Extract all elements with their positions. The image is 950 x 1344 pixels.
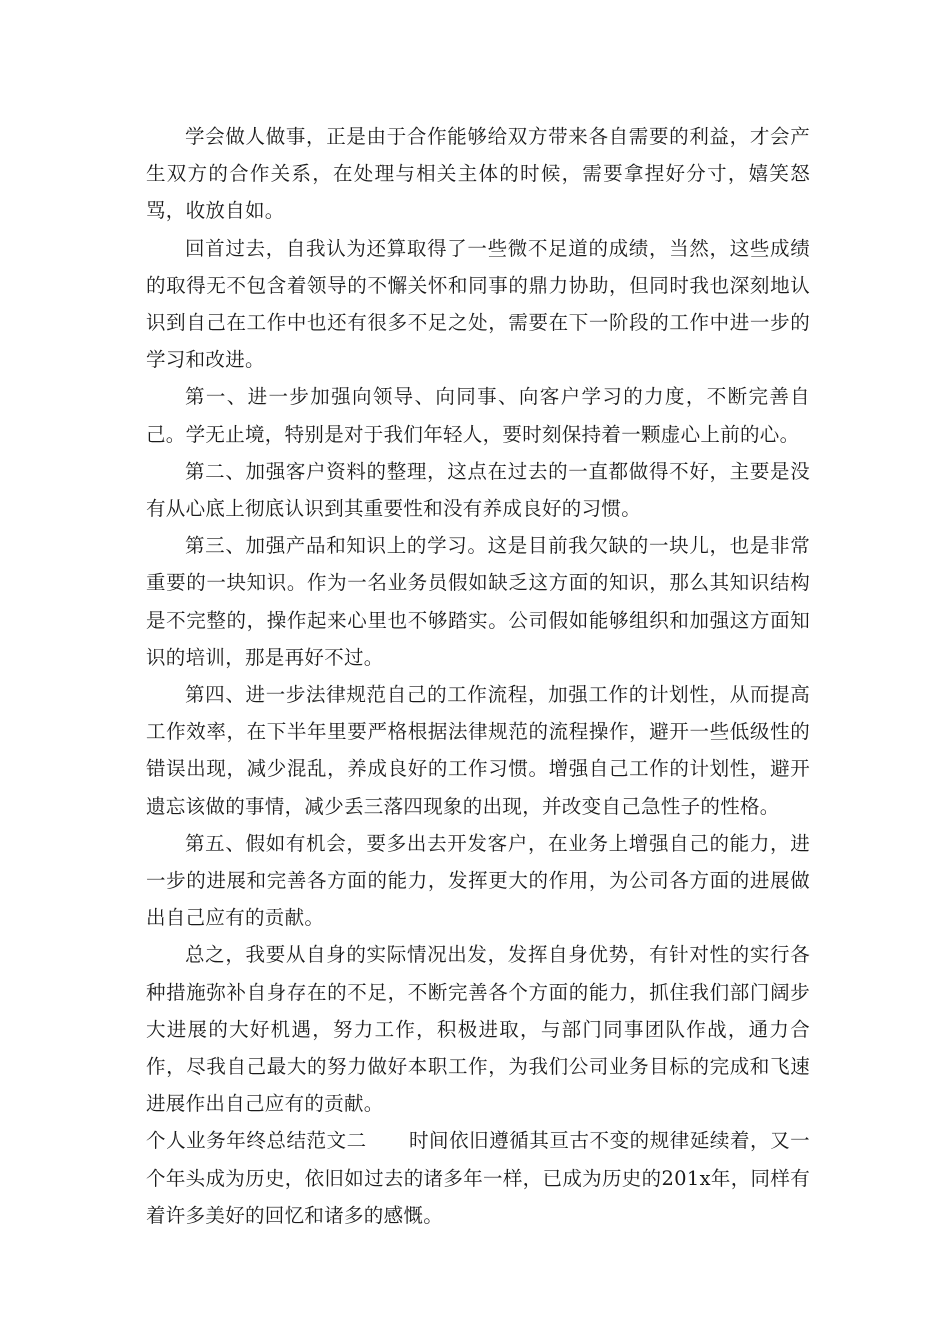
paragraph-4: 第二、加强客户资料的整理，这点在过去的一直都做得不好，主要是没有从心底上彻底认识到其重要性和没有养成良好的习惯。: [146, 459, 810, 521]
section-text: 时间依旧遵循其亘古不变的规律延续着，又一个年头成为历史，依旧如过去的诸多年一样，已成为历史的201x年，同样有着许多美好的回忆和诸多的感慨。: [146, 1129, 810, 1227]
paragraph-6: 第四、进一步法律规范自己的工作流程，加强工作的计划性，从而提高工作效率，在下半年里要严格根据法律规范的流程操作，避开一些低级性的错误出现，减少混乱，养成良好的工作习惯。增强自己工作的计划性，避开遗忘该做的事情，减少丢三落四现象的出现，并改变自己急性子的性格。: [146, 683, 810, 818]
paragraph-7: 第五、假如有机会，要多出去开发客户，在业务上增强自己的能力，进一步的进展和完善各方面的能力，发挥更大的作用，为公司各方面的进展做出自己应有的贡献。: [146, 831, 810, 930]
section-paragraph: [146, 1122, 810, 1234]
paragraph-8: 总之，我要从自身的实际情况出发，发挥自身优势，有针对性的实行各种措施弥补自身存在的不足，不断完善各个方面的能力，抓住我们部门阔步大进展的大好机遇，努力工作，积极进取，与部门同事团队作战，通力合作，尽我自己最大的努力做好本职工作，为我们公司业务目标的完成和飞速进展作出自己应有的贡献。: [146, 943, 810, 1116]
document-body: [146, 118, 810, 1234]
paragraph-2: 回首过去，自我认为还算取得了一些微不足道的成绩，当然，这些成绩的取得无不包含着领导的不懈关怀和同事的鼎力协助，但同时我也深刻地认识到自己在工作中也还有很多不足之处，需要在下一阶段的工作中进一步的学习和改进。: [146, 236, 810, 372]
paragraph-1: 学会做人做事，正是由于合作能够给双方带来各自需要的利益，才会产生双方的合作关系，在处理与相关主体的时候，需要拿捏好分寸，嬉笑怒骂，收放自如。: [146, 125, 810, 223]
section-title: 个人业务年终总结范文二: [146, 1129, 367, 1153]
paragraph-3: 第一、进一步加强向领导、向同事、向客户学习的力度，不断完善自己。学无止境，特别是对于我们年轻人，要时刻保持着一颗虚心上前的心。: [146, 385, 810, 446]
paragraph-5: 第三、加强产品和知识上的学习。这是目前我欠缺的一块儿，也是非常重要的一块知识。作为一名业务员假如缺乏这方面的知识，那么其知识结构是不完整的，操作起来心里也不够踏实。公司假如能够组织和加强这方面知识的培训，那是再好不过。: [146, 534, 810, 669]
